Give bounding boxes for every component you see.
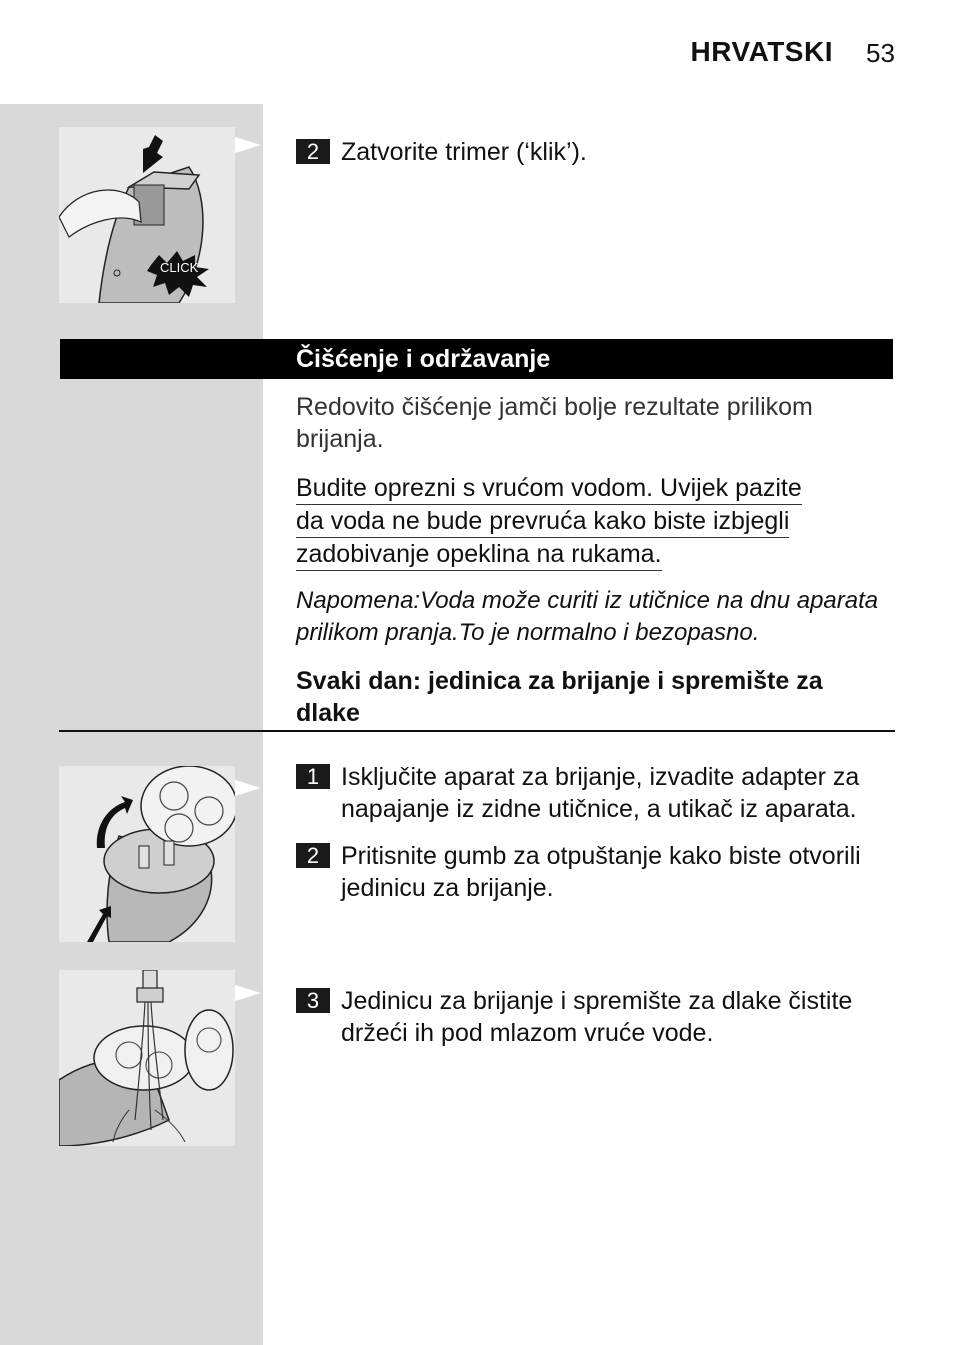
subheading: Svaki dan: jedinica za brijanje i spremište za dlake bbox=[296, 667, 823, 727]
step-number: 2 bbox=[296, 139, 330, 164]
illustration-pointer bbox=[235, 985, 261, 1001]
intro-paragraph: Redovito čišćenje jamči bolje rezultate prilikom brijanja. bbox=[296, 393, 813, 453]
page-number: 53 bbox=[866, 38, 895, 68]
note-paragraph: Napomena:Voda može curiti iz utičnice na dnu aparata prilikom pranja.To je normalno i bezopasno. bbox=[296, 587, 879, 646]
step-text: Isključite aparat za brijanje, izvadite adapter za napajanje iz zidne utičnice, a utikač iz aparata. bbox=[341, 763, 860, 823]
illustration-pointer bbox=[235, 780, 261, 796]
section-divider bbox=[59, 730, 895, 732]
warning-line: da voda ne bude prevruća kako biste izbjegli bbox=[296, 506, 789, 538]
step-text: Zatvorite trimer (‘klik’). bbox=[341, 138, 587, 166]
step-text: Pritisnite gumb za otpuštanje kako biste otvorili jedinicu za brijanje. bbox=[341, 842, 861, 902]
step-2 bbox=[296, 840, 886, 904]
click-label: CLICK bbox=[160, 260, 199, 275]
open-shaving-unit-illustration bbox=[59, 766, 235, 942]
step-number: 1 bbox=[296, 764, 330, 789]
language-header: HRVATSKI bbox=[690, 36, 833, 67]
section-title: Čišćenje i održavanje bbox=[296, 345, 551, 373]
warning-line: Budite oprezni s vrućom vodom. Uvijek pazite bbox=[296, 473, 802, 505]
step-3 bbox=[296, 985, 886, 1049]
step-1 bbox=[296, 761, 886, 825]
step-number: 2 bbox=[296, 843, 330, 868]
step-number: 3 bbox=[296, 988, 330, 1013]
close-trimmer-illustration bbox=[59, 127, 235, 303]
step-text: Jedinicu za brijanje i spremište za dlake čistite držeći ih pod mlazom vruće vode. bbox=[341, 987, 853, 1047]
illustration-pointer bbox=[235, 137, 261, 153]
warning-line: zadobivanje opeklina na rukama. bbox=[296, 539, 662, 571]
warning-paragraph bbox=[296, 472, 886, 571]
rinse-under-tap-illustration bbox=[59, 970, 235, 1146]
step-close-trimmer bbox=[296, 136, 587, 168]
